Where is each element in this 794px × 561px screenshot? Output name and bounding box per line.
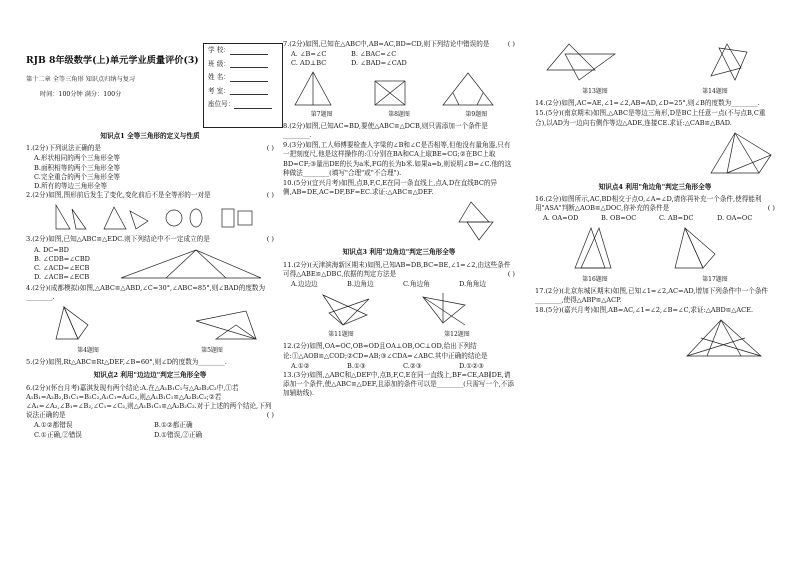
name-field[interactable]: [230, 73, 268, 82]
name-row: 姓 名：: [204, 71, 282, 85]
room-field[interactable]: [230, 86, 268, 95]
question-4: 4.(2分)(成都模拟)如图,△ABC≌△ABD,∠C=30°,∠ABC=85°,则∠BAD的度数为________.: [26, 283, 266, 301]
q3-option-a: A. DC=BD: [34, 245, 69, 254]
q3-option-c: C. ∠ACD=∠ECB: [34, 264, 90, 273]
q7-q9-figures: [283, 69, 515, 109]
question-10: 10.(5分)(宜兴月考)如图,点B,F,C,E在同一条直线上,点A,D在直线BC的异侧,AB=DE,AC=DF,BF=EC.求证:△ABC≌△DEF.: [283, 179, 498, 197]
question-15: 15.(5分)(南京期末)如图,△ABC是等边三角形,D是BC上任意一点(不与点B,C重合),以AD为一边向右侧作等边△ADE,连接CE.求证:△CAB≌△BAD.: [535, 109, 766, 127]
q11-q12-figures: [283, 289, 515, 329]
q12-option-d: D.①②③: [459, 361, 484, 370]
question-2: 2.(2分)如图,图形前后发生了变化,变化前后不是全等形的一对是 ( ): [26, 191, 274, 200]
q7-option-b: B. ∠BAC=∠C: [351, 50, 397, 59]
q1-option-b: B.面积相等的两个三角形全等: [34, 163, 121, 172]
section-heading-4: 知识点4 利用"角边角"判定三角形全等: [598, 182, 712, 191]
q12-option-c: C.②③: [403, 361, 422, 370]
section-heading-3: 知识点3 利用"边角边"判定三角形全等: [342, 248, 456, 257]
caption-fig-4: 第4题图: [77, 347, 99, 355]
q7-option-a: A. ∠B=∠C: [291, 50, 327, 59]
question-18: 18.(5分)(嘉兴月考)如图,AB=AC,∠1=∠2,∠B=∠C,求证:△ABD≌△ACE.: [535, 306, 754, 315]
student-info-box: [203, 43, 283, 128]
chapter-line: 第十二章 全等三角形 知识点归纳与复习: [26, 76, 136, 83]
q6-option-c: C.①正确,②错误: [34, 430, 82, 439]
question-11: 11.(2分)(天津滨海新区期末)如图,已知AB=DB,BC=BE,∠1=∠2,由这些条件可得△ABE≌△DBC,依据的判定方法是 ( ): [283, 260, 515, 278]
q11-option-a: A.边边边: [291, 280, 318, 289]
question-5: 5.(2分)如图,Rt△ABC≌Rt△DEF,∠B=60°,则∠D的度数为________.: [26, 358, 227, 367]
q6-option-b: B.①②都正确: [154, 421, 193, 430]
question-13: 13.(3分)如图,△ABC和△DEF中,点B,F,C,E在同一直线上,BF=CE,AB∥DE,请添加一个条件,使△ABC≌△DEF,且添加的条件可以是________(只需写一个,不添加辅助线).: [283, 371, 514, 398]
question-3: 3.(2分)如图,已知△ABC≌△EDC.则下列结论中不一定成立的是 ( ): [26, 235, 274, 244]
time-score-line: 时间：100分钟 满分：100分: [40, 91, 122, 98]
question-7: 7.(2分)如图,已知在△ABC中,AB=AC,BD=CD,则下列结论中错误的是 ( ): [283, 40, 515, 48]
question-9: 9.(3分)如图,工人师傅要检查人字梁的∠B和∠C是否相等,但他没有量角器,只有一把刻度尺,他是这样操作的:①分别在BA和CA上取BE=CG;②在BC上取BD=CF;③量出DE的长为a米,FG的长为b米.如果a=b,则说明∠B=∠C.他的这种做法________(填写"合理"或"不合理").: [283, 141, 512, 177]
question-14: 14.(2分)如图,AC=AE,∠1=∠2,AB=AD,∠D=25°,则∠B的度数为________.: [535, 99, 760, 108]
column-3: [535, 40, 775, 362]
caption-fig-11: 第11题图: [328, 331, 354, 339]
class-field[interactable]: [230, 59, 268, 68]
caption-fig-7: 第7题图: [310, 110, 333, 118]
q1-option-d: D.所有的等边三角形全等: [34, 182, 108, 191]
q3-option-d: D. ∠ACB=∠ECB: [34, 273, 90, 282]
question-1: 1.(2分)下列说法正确的是 ( ): [26, 144, 274, 153]
q11-option-b: B.边角边: [347, 280, 374, 289]
q15-figure: [535, 129, 775, 179]
q11-option-c: C.角边角: [403, 280, 430, 289]
q18-figure: [535, 316, 775, 362]
q11-option-d: D.角角边: [459, 280, 486, 289]
q12-option-b: B.①③: [347, 361, 366, 370]
school-field[interactable]: [230, 46, 268, 55]
caption-fig-13: 第13题图: [582, 88, 608, 95]
q6-option-a: A.①②都错误: [34, 421, 73, 430]
paper-header: [26, 52, 206, 98]
q4-q5-figures: [26, 303, 274, 345]
room-row: 考 室：: [204, 85, 282, 99]
q16-q17-figures: [535, 224, 775, 274]
question-8: 8.(2分)如图,已知AC=BD,要使△ABC≌△DCB,则只需添加一个条件是________.: [283, 121, 488, 140]
q1-option-c: C.完全重合的两个三角形全等: [34, 172, 121, 181]
q10-figure: [283, 198, 515, 244]
seat-field[interactable]: [234, 100, 272, 109]
q16-option-c: C. AB=DC: [659, 214, 694, 223]
q3-option-b: B. ∠CDB=∠CBD: [34, 254, 90, 263]
q6-option-d: D.①错误,②正确: [154, 430, 203, 439]
caption-fig-16: 第16题图: [582, 275, 608, 283]
column-2: [283, 40, 515, 400]
seat-row: 座位号：: [204, 98, 282, 112]
q16-option-b: B. OB=OC: [601, 214, 637, 223]
q2-figures: [26, 201, 274, 235]
caption-fig-12: 第12题图: [444, 331, 470, 339]
school-row: 学 校：: [204, 44, 282, 58]
caption-fig-8: 第8题图: [388, 110, 410, 118]
caption-fig-17: 第17题图: [702, 275, 728, 283]
caption-fig-5: 第5题图: [201, 347, 223, 355]
caption-fig-9: 第9题图: [465, 110, 488, 118]
section-heading-2: 知识点2 利用"边边边"判定三角形全等: [93, 371, 207, 380]
caption-fig-14: 第14题图: [702, 88, 728, 95]
column-1: [26, 128, 274, 440]
q1-option-a: A.形状相同的两个三角形全等: [34, 154, 120, 163]
q16-option-d: D. OA=OC: [717, 214, 753, 223]
class-row: 班 级：: [204, 58, 282, 72]
q16-option-a: A. OA=OD: [543, 214, 579, 223]
q12-option-a: A.①②: [291, 361, 310, 370]
paper-title: RJB 8年级数学(上)单元学业质量评价(3): [26, 55, 199, 66]
q7-option-d: D. ∠BAD=∠CAD: [351, 59, 407, 68]
question-17: 17.(2分)(北京东城区期末)如图,已知∠1=∠2,AC=AD,增加下列条件中一个条件________,使得△ABP≌△ACP.: [535, 286, 769, 305]
q13-q14-figures: [535, 40, 775, 86]
q7-option-c: C. AD⊥BC: [291, 59, 327, 68]
q3-figure: [116, 246, 266, 284]
question-6: 6.(2分)(怀台月考)嘉淇发现有两个结论:A.在△A₁B₁C₁与△A₂B₂C₂中,①若A₁B₁=A₂B₂,B₁C₁=B₂C₂,A₁C₁=A₂C₂,则△A₁B₁C₁≌△A₂B₂C₂;②若∠A₁=∠A₂,∠B₁=∠B₂,∠C₁=∠C₂,则△A₁B₁C₁≌△A₂B₂C₂.对于上述的两个结论,下列说法正确的是 ( ): [26, 383, 274, 420]
question-16: 16.(2分)如图所示,AC,BD相交于点O,∠A=∠D,请你再补充一个条件,使得能利用"ASA"判断△AOB≌△DOC,你补充的条件是 ( ): [535, 195, 775, 213]
section-heading-1: 知识点1 全等三角形的定义与性质: [100, 132, 200, 140]
question-12: 12.(2分)如图,OA=OC,OB=OD且OA⊥OB,OC⊥OD,给出下列结论:①△AOB≌△COD;②CD=AB;③∠CDA=∠ABC.其中正确的结论是: [283, 342, 488, 360]
